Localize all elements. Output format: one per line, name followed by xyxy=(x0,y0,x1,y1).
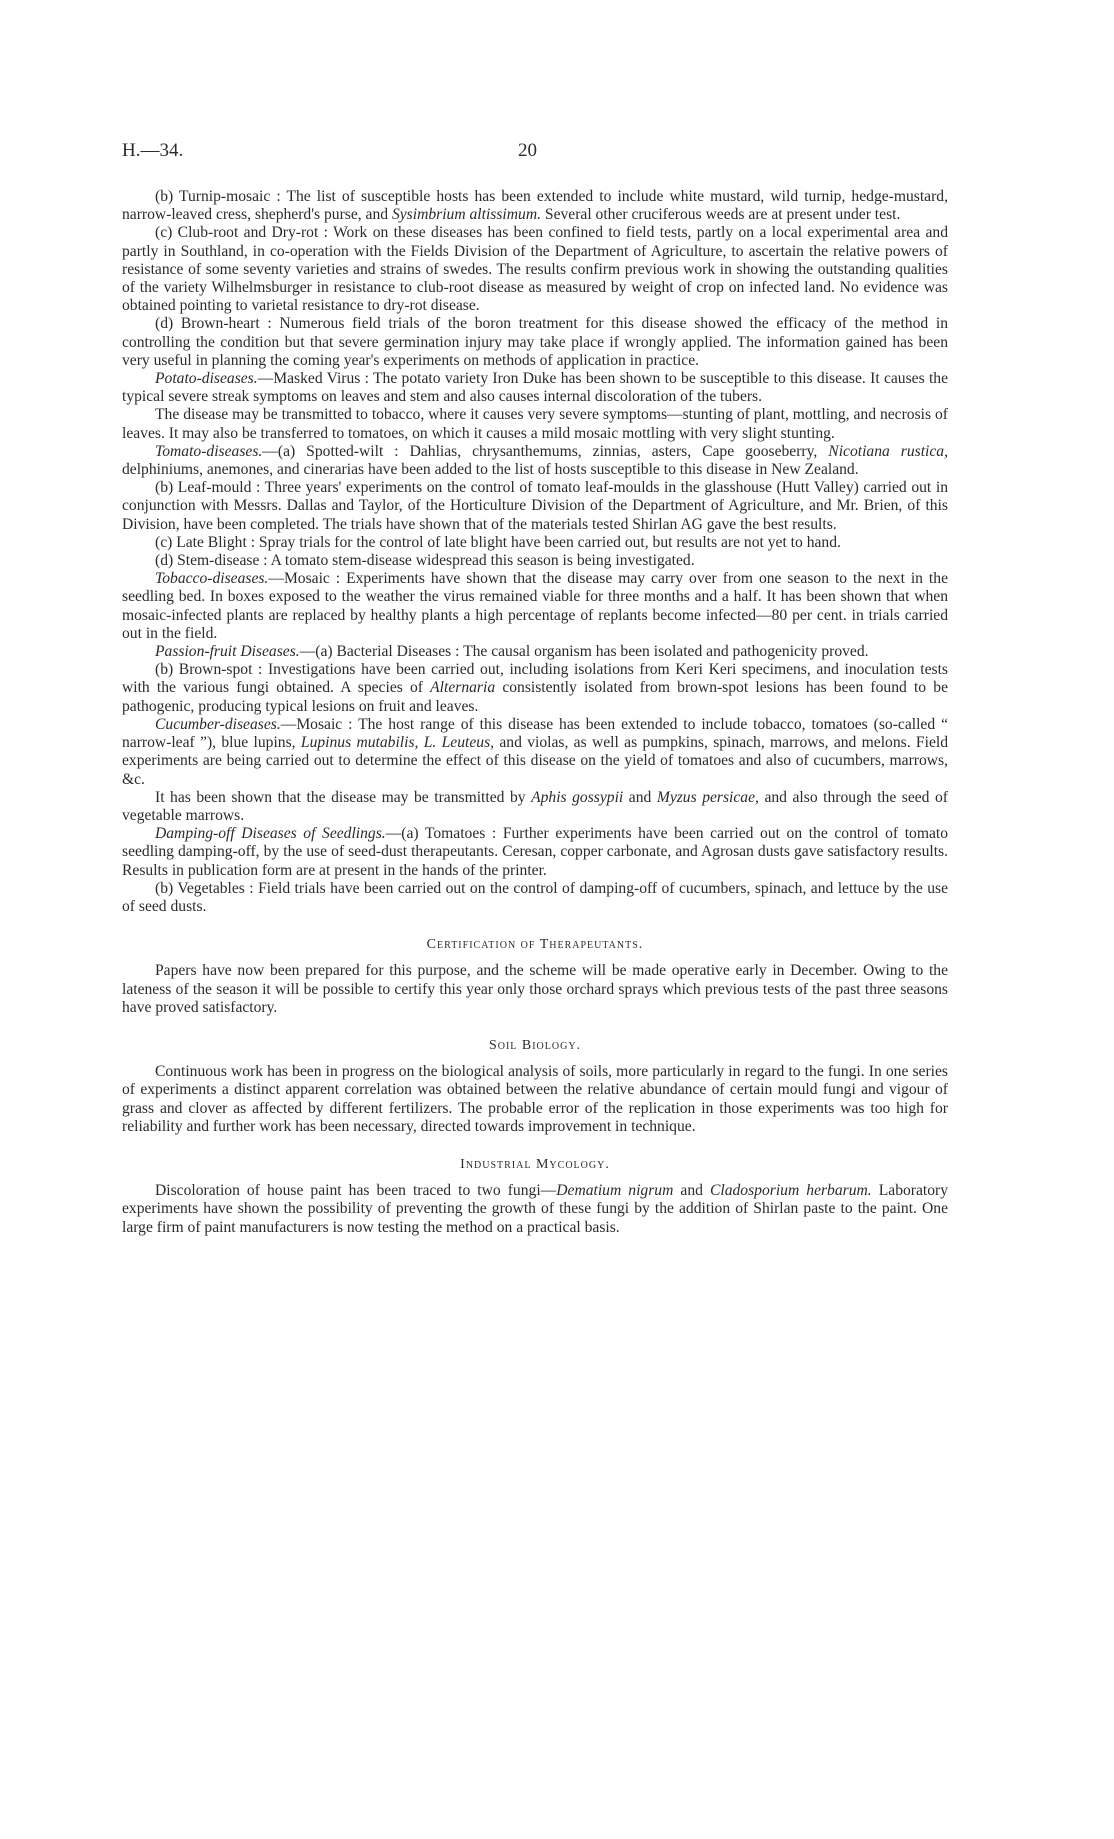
page-header xyxy=(122,140,977,166)
paragraph: Damping-off Diseases of Seedlings.—(a) Tomatoes : Further experiments have been carried out on the control of tomato seedling damping-off, by the use of seed-dust therapeutants. Ceresan, copper carbonate, and Agrosan dusts gave satisfactory results. Results in publication form are at present in the hands of the printer. xyxy=(122,825,949,879)
paragraph: Cucumber-diseases.—Mosaic : The host range of this disease has been extended to include tobacco, tomatoes (so-called “ narrow-leaf ”), blue lupins, Lupinus mutabilis, L. Leuteus, and violas, as well as pumpkins, spinach, marrows, and melons. Field experiments are being carried out to determine the effect of this disease on the yield of tomatoes and also of cucumbers, marrows, &c. xyxy=(122,715,948,788)
paragraph: (b) Turnip-mosaic : The list of susceptible hosts has been extended to include white mustard, wild turnip, hedge-mustard, narrow-leaved cress, shepherd's purse, and Sysimbrium altissimum. Several other cruciferous weeds are at present under test. xyxy=(122,188,948,224)
paragraph: Papers have now been prepared for this purpose, and the scheme will be made operative early in December. Owing to the lateness of the season it will be possible to certify this year only those orchard sprays which previous tests of the past three seasons have proved satisfactory. xyxy=(122,962,948,1016)
paragraph: Potato-diseases.—Masked Virus : The potato variety Iron Duke has been shown to be susceptible to this disease. It causes the typical severe streak symptoms on leaves and stem and also causes internal discoloration of the tubers. xyxy=(122,370,948,406)
paragraph: (b) Brown-spot : Investigations have been carried out, including isolations from Keri Keri specimens, and inoculation tests with the various fungi obtained. A species of Alternaria consistently isolated from brown-spot lesions has been found to be pathogenic, producing typical lesions on fruit and leaves. xyxy=(122,661,948,715)
paragraph: (b) Vegetables : Field trials have been carried out on the control of damping-off of cucumbers, spinach, and lettuce by the use of seed dusts. xyxy=(122,879,948,915)
document-reference: H.—34. xyxy=(122,140,184,161)
paragraph: Continuous work has been in progress on the biological analysis of soils, more particularly in regard to the fungi. In one series of experiments a distinct apparent correlation was obtained between the relative abundance of certain mould fungi and vigour of grass and clover as affected by different fertilizers. The probable error of the replication in those experiments was too high for reliability and further work has been necessary, directed towards improvement in technique. xyxy=(122,1063,948,1135)
paragraph: The disease may be transmitted to tobacco, where it causes very severe symptoms—stunting of plant, mottling, and necrosis of leaves. It may also be transferred to tomatoes, on which it causes a mild mosaic mottling with very slight stunting. xyxy=(122,406,948,442)
page-body xyxy=(122,188,948,1237)
paragraph: (d) Stem-disease : A tomato stem-disease widespread this season is being investigated. xyxy=(155,552,695,570)
section-heading: Soil Biology. xyxy=(488,1037,582,1053)
paragraph: Tomato-diseases.—(a) Spotted-wilt : Dahlias, chrysanthemums, zinnias, asters, Cape gooseberry, Nicotiana rustica, delphiniums, anemones, and cinerarias have been added to the list of hosts susceptible to this disease in New Zealand. xyxy=(122,442,949,479)
paragraph: Passion-fruit Diseases.—(a) Bacterial Diseases : The causal organism has been isolated and pathogenicity proved. xyxy=(155,643,869,661)
paragraph: (d) Brown-heart : Numerous field trials of the boron treatment for this disease showed the efficacy of the method in controlling the condition but that severe germination injury may take place if wrongly applied. The information gained has been very useful in planning the coming year's experiments on methods of application in practice. xyxy=(122,315,948,369)
paragraph: (c) Late Blight : Spray trials for the control of late blight have been carried out, but results are not yet to hand. xyxy=(155,533,841,551)
section-heading: Industrial Mycology. xyxy=(460,1156,610,1172)
paragraph: Discoloration of house paint has been traced to two fungi—Dematium nigrum and Cladosporium herbarum. Laboratory experiments have shown the possibility of preventing the growth of these fungi by the addition of Shirlan paste to the paint. One large firm of paint manufacturers is now testing the method on a practical basis. xyxy=(122,1182,949,1236)
paragraph: It has been shown that the disease may be transmitted by Aphis gossypii and Myzus persicae, and also through the seed of vegetable marrows. xyxy=(122,788,949,824)
page-number: 20 xyxy=(518,140,537,161)
paragraph: Tobacco-diseases.—Mosaic : Experiments have shown that the disease may carry over from one season to the next in the seedling bed. In boxes exposed to the weather the virus remained viable for three months and a half. It has been shown that when mosaic-infected plants are replaced by healthy plants a high percentage of replants become infected—80 per cent. in trials carried out in the field. xyxy=(122,570,948,642)
section-heading: Certification of Therapeutants. xyxy=(426,937,644,953)
paragraph: (c) Club-root and Dry-rot : Work on these diseases has been confined to field tests, partly on a local experimental area and partly in Southland, in co-operation with the Fields Division of the Department of Agriculture, to ascertain the relative powers of resistance of some seventy varieties and strains of swedes. The results confirm previous work in showing the outstanding qualities of the variety Wilhelmsburger in resistance to club-root disease as measured by weight of crop on infected land. No evidence was obtained pointing to varietal resistance to dry-rot disease. xyxy=(122,224,948,315)
paragraph: (b) Leaf-mould : Three years' experiments on the control of tomato leaf-moulds in the glasshouse (Hutt Valley) carried out in conjunction with Messrs. Dallas and Taylor, of the Horticulture Division of the Department of Agriculture, and Mr. Brien, of this Division, have been completed. The trials have shown that of the materials tested Shirlan AG gave the best results. xyxy=(122,479,948,533)
